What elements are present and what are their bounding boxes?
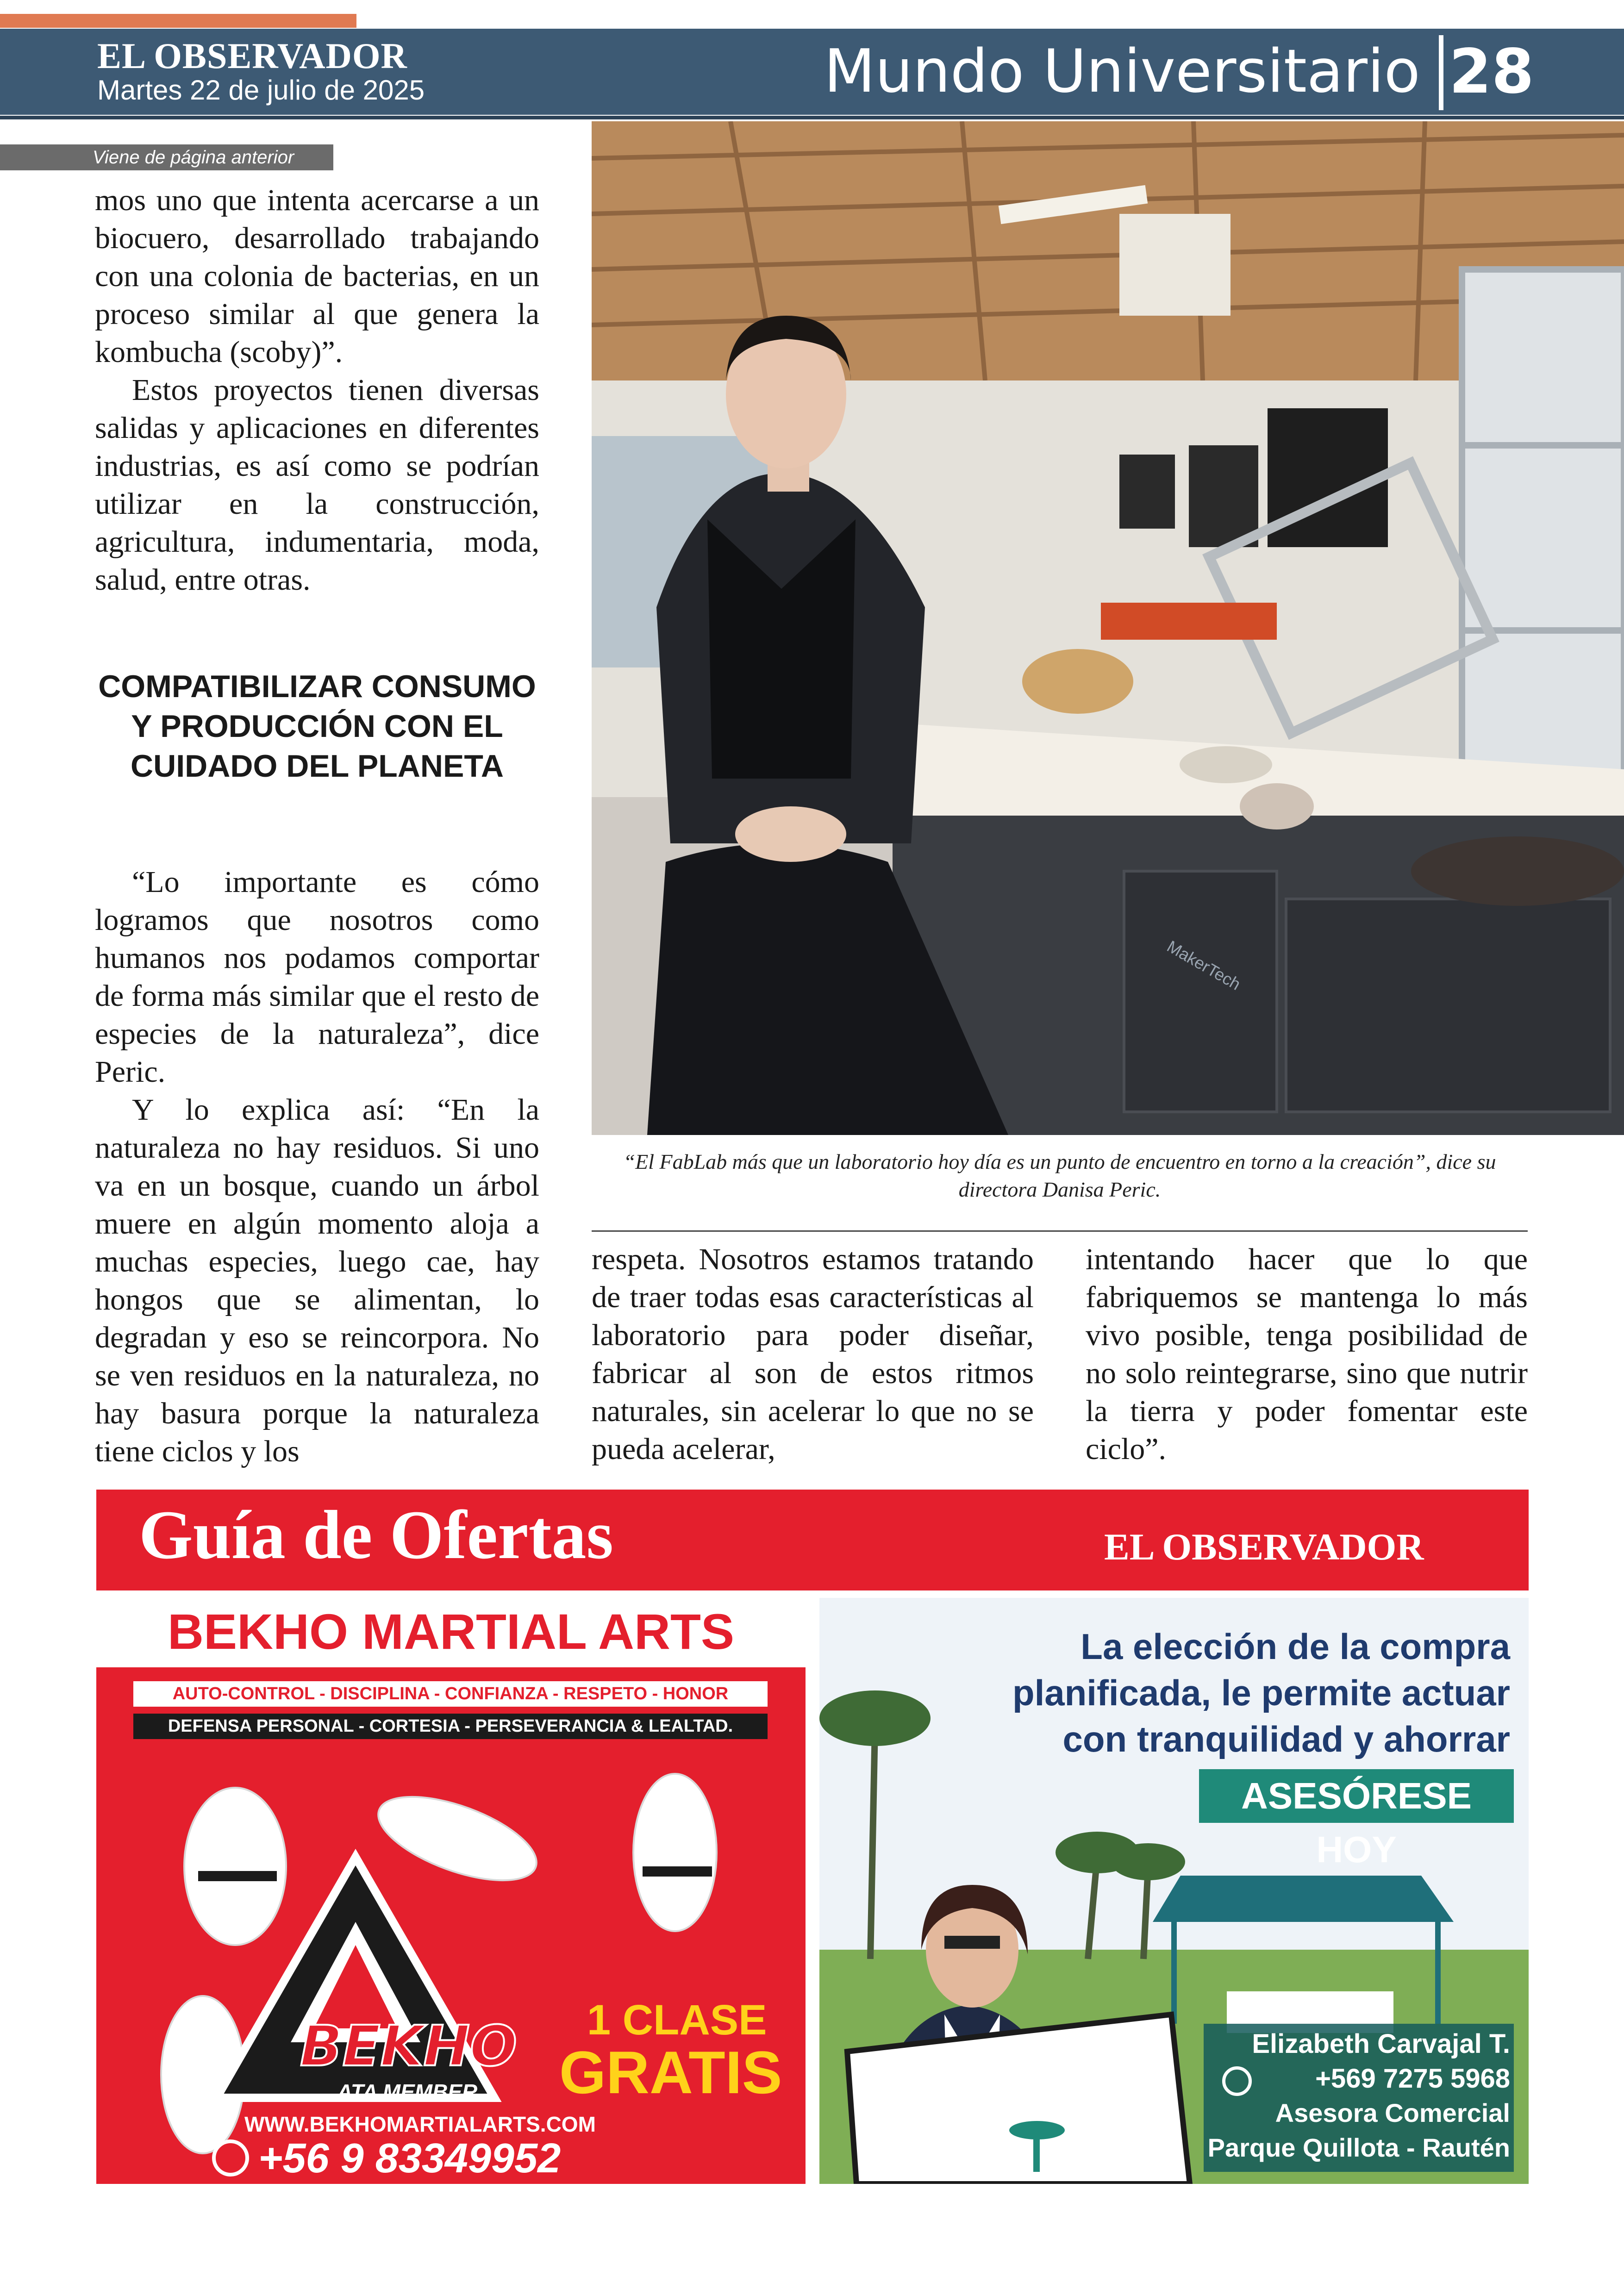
caption-rule — [592, 1230, 1528, 1232]
article-paragraph: respeta. Nosotros estamos tratando de traer todas esas características al laboratorio para poder diseñar, fabricar al son de estos ritmos naturales, sin acelerar lo que no se pueda acelerar, — [592, 1242, 1034, 1466]
red-chair — [1101, 603, 1277, 640]
karateka-figure — [633, 1774, 717, 1931]
martial-website-link[interactable]: WWW.BEKHOMARTIALARTS.COM — [244, 2112, 596, 2136]
free-class-line-1: 1 CLASE — [587, 1996, 767, 2044]
palm-tree — [1111, 1843, 1185, 1880]
ata-member-label: ATA MEMBER — [337, 2080, 478, 2104]
martial-ad-values-2: DEFENSA PERSONAL - CORTESIA - PERSEVERANCIA & LEALTAD. — [133, 1714, 768, 1739]
adviser-glasses — [944, 1936, 1000, 1949]
hanging-panel — [1119, 214, 1230, 316]
material-sample — [1022, 649, 1133, 714]
article-paragraph: Y lo explica así: “En la naturaleza no hay residuos. Si uno va en un bosque, cuando un árbol muere en algún momento aloja a muchas especies, luego cae, hay hongos que se alimentan, lo degradan y eso se reincorpora. No se ven residuos en la naturaleza, no hay basura porque la naturaleza tiene ciclos y los — [95, 1093, 539, 1468]
bekho-logo-text: BEKHO — [300, 2014, 517, 2079]
material-disc — [1411, 836, 1624, 906]
newspaper-name: EL OBSERVADOR — [97, 36, 407, 76]
offers-banner-title: Guía de Ofertas — [139, 1497, 613, 1573]
cemetery-headline-1: La elección de la compra — [1081, 1626, 1510, 1667]
header-divider — [1439, 35, 1443, 110]
page-number: 28 — [1449, 36, 1534, 107]
article-paragraph: Estos proyectos tienen diversas salidas y aplicaciones en diferentes industrias, es así como se podrían utilizar en la construcción, agricultura, indumentaria, moda, salud, entre otras. — [95, 373, 539, 597]
header-accent-bar — [0, 14, 356, 28]
martial-phone[interactable]: +56 9 83349952 — [258, 2135, 561, 2182]
article-column-left-bottom — [95, 863, 539, 1471]
karateka-figure — [368, 1780, 547, 1898]
machine-brand: MakerTech — [1164, 936, 1244, 994]
martial-arts-ad[interactable] — [96, 1598, 806, 2184]
article-photo — [592, 121, 1624, 1135]
article-paragraph: “Lo importante es cómo logramos que nosotros como humanos nos podamos comportar de forma más similar que el resto de especies de la naturaleza”, dice Peric. — [95, 865, 539, 1089]
whatsapp-icon — [1222, 2066, 1252, 2096]
cemetery-headline-2: planificada, le permite actuar — [1012, 1672, 1510, 1713]
adviser-role: Asesora Comercial — [1275, 2098, 1510, 2127]
article-paragraph: intentando hacer que lo que fabriquemos se mantenga lo más vivo posible, tenga posibilidad de no solo reintegrarse, sino que nutrir la tierra y poder fomentar este ciclo”. — [1086, 1242, 1528, 1466]
free-class-line-2: GRATIS — [559, 2039, 782, 2106]
article-paragraph: mos uno que intenta acercarse a un biocuero, desarrollado trabajando con una colonia de bacterias, en un proceso similar al que genera la kombucha (scoby)”. — [95, 183, 539, 369]
cemetery-plan-ad[interactable] — [819, 1598, 1529, 2184]
article-column-middle — [592, 1241, 1034, 1468]
wall-poster — [1189, 445, 1258, 547]
fablab-photo-illustration — [592, 121, 1624, 1135]
person-hands — [735, 806, 846, 862]
tent-canopy — [1153, 1876, 1454, 1922]
martial-ad-values-1: AUTO-CONTROL - DISCIPLINA - CONFIANZA - RESPETO - HONOR — [133, 1681, 768, 1707]
material-sample — [1240, 783, 1314, 829]
whatsapp-icon — [212, 2139, 249, 2177]
adviser-phone[interactable]: +569 7275 5968 — [1315, 2064, 1510, 2094]
adviser-name: Elizabeth Carvajal T. — [1252, 2029, 1510, 2059]
article-subhead: COMPATIBILIZAR CONSUMO Y PRODUCCIÓN CON EL CUIDADO DEL PLANETA — [98, 669, 536, 784]
section-title: Mundo Universitario — [824, 37, 1420, 106]
header-rule — [0, 116, 1624, 119]
karateka-figure — [184, 1788, 286, 1945]
martial-ad-title: BEKHO MARTIAL ARTS — [168, 1603, 734, 1659]
advise-now-badge[interactable]: ASESÓRESE HOY — [1199, 1769, 1514, 1823]
cabinet-drawer — [1286, 899, 1610, 1112]
offers-banner-brand: EL OBSERVADOR — [1104, 1526, 1424, 1568]
photo-caption: “El FabLab más que un laboratorio hoy día es un punto de encuentro en torno a la creación”, dice su directora Danisa Peric. — [623, 1150, 1496, 1201]
palm-tree — [819, 1690, 931, 1746]
cemetery-location: Parque Quillota - Rautén — [1207, 2133, 1510, 2162]
article-column-right — [1086, 1241, 1528, 1468]
material-sample — [1180, 746, 1272, 783]
cabinet-drawer — [1124, 871, 1277, 1112]
wall-poster — [1119, 455, 1175, 529]
issue-date: Martes 22 de julio de 2025 — [97, 75, 425, 106]
continued-from-tag: Viene de página anterior — [0, 144, 333, 170]
cemetery-headline-3: con tranquilidad y ahorrar — [1062, 1719, 1510, 1759]
article-column-left-top — [95, 181, 539, 599]
